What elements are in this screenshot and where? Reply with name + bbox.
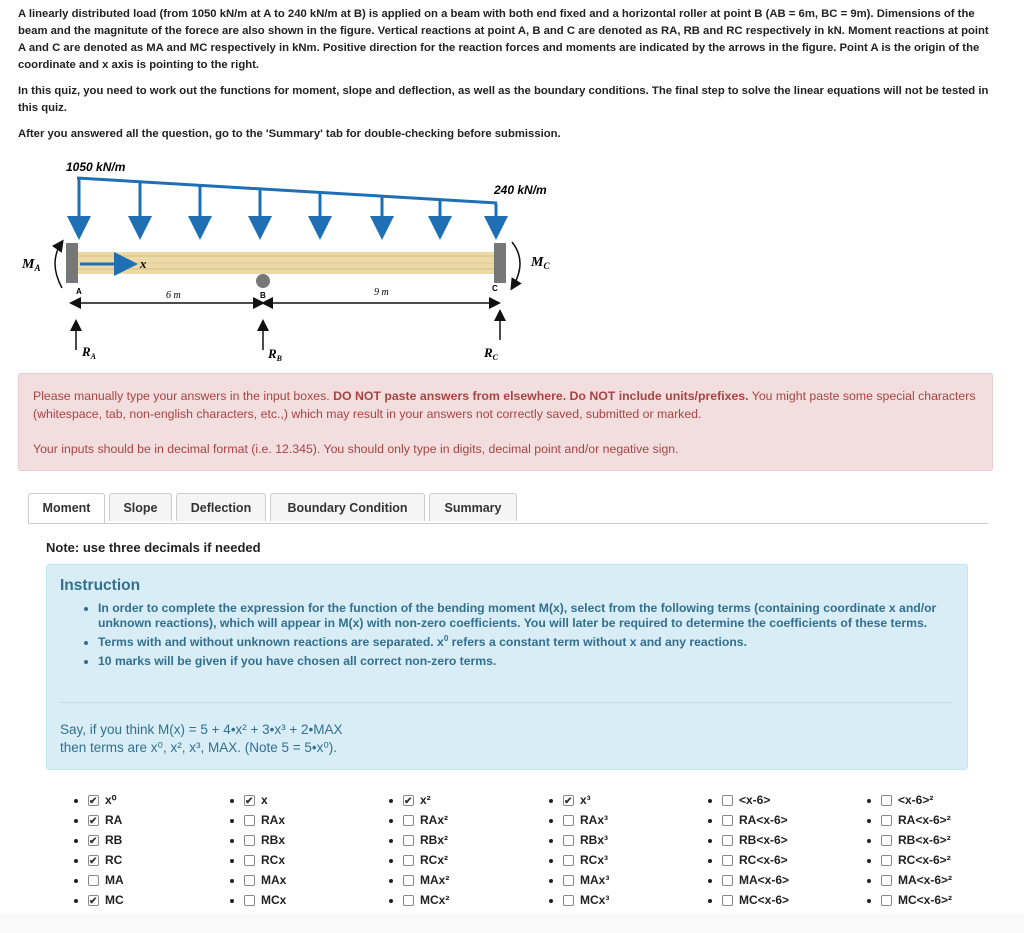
instruction-example <box>60 721 343 757</box>
note-text: Note: use three decimals if needed <box>46 540 261 555</box>
term-checkbox[interactable] <box>88 815 99 826</box>
term-label: x⁰ <box>105 793 117 807</box>
term-checkbox[interactable] <box>722 795 733 806</box>
point-a-label: A <box>76 287 82 296</box>
term-label: RCx² <box>420 853 449 867</box>
term-option <box>88 830 124 850</box>
roller-b <box>256 274 270 288</box>
term-option <box>244 890 286 910</box>
term-column-5 <box>692 790 789 910</box>
term-checkbox[interactable] <box>563 835 574 846</box>
term-label: RB <box>105 833 123 847</box>
term-option <box>403 830 449 850</box>
term-label: MC<x-6>² <box>898 893 953 907</box>
moment-arrow-a <box>55 242 62 288</box>
term-label: MAx² <box>420 873 450 887</box>
term-option <box>722 810 789 830</box>
instruction-bullet-3: • 10 marks will be given if you have chosen all correct non-zero terms. <box>98 654 956 669</box>
term-option <box>403 790 449 810</box>
term-option <box>881 790 952 810</box>
term-checkbox[interactable] <box>722 855 733 866</box>
term-option <box>722 850 789 870</box>
fixed-support-a <box>66 243 78 283</box>
term-label: MCx² <box>420 893 450 907</box>
term-checkbox[interactable] <box>403 895 414 906</box>
term-checkbox[interactable] <box>244 835 255 846</box>
term-label: RAx² <box>420 813 449 827</box>
tab-deflection[interactable]: Deflection <box>176 493 266 521</box>
term-option <box>244 810 286 830</box>
term-label: MC <box>105 893 124 907</box>
term-option <box>403 850 449 870</box>
tab-boundary-condition[interactable]: Boundary Condition <box>270 493 425 521</box>
term-label: MAx³ <box>580 873 610 887</box>
reaction-label-b: $R_B$ <box>268 346 283 363</box>
term-checkbox[interactable] <box>881 895 892 906</box>
term-option <box>88 850 124 870</box>
term-label: RBx² <box>420 833 449 847</box>
term-label: RBx³ <box>580 833 609 847</box>
term-label: RCx <box>261 853 286 867</box>
term-option <box>244 850 286 870</box>
term-checkbox[interactable] <box>881 815 892 826</box>
fixed-support-c <box>494 243 506 283</box>
term-checkbox[interactable] <box>88 875 99 886</box>
term-column-6 <box>851 790 952 910</box>
load-left-label: 1050 kN/m <box>66 160 126 174</box>
problem-paragraph-2: In this quiz, you need to work out the functions for moment, slope and deflection, as well as the boundary conditions. The final step to solve the linear equations will not be tested in this quiz. <box>18 85 989 114</box>
term-option <box>881 810 952 830</box>
term-label: MAx <box>261 873 287 887</box>
term-checkbox[interactable] <box>881 855 892 866</box>
term-option <box>722 870 789 890</box>
term-checkbox[interactable] <box>722 895 733 906</box>
term-label: RC <box>105 853 123 867</box>
term-checkbox[interactable] <box>722 835 733 846</box>
term-checkbox[interactable] <box>244 855 255 866</box>
term-label: RB<x-6> <box>739 833 788 847</box>
term-label: MCx <box>261 893 287 907</box>
term-label: RA<x-6> <box>739 813 788 827</box>
reaction-label-c: $R_C$ <box>484 345 499 362</box>
term-option <box>563 830 609 850</box>
example-line-2: then terms are x⁰, x², x³, MAX. (Note 5 = 5•x⁰). <box>60 740 338 755</box>
term-label: <x-6> <box>739 793 771 807</box>
term-checkbox[interactable] <box>722 815 733 826</box>
term-checkbox[interactable] <box>403 795 414 806</box>
term-label: <x-6>² <box>898 793 934 807</box>
moment-label-c: $M_C$ <box>531 255 550 271</box>
term-checkbox[interactable] <box>881 835 892 846</box>
term-checkbox[interactable] <box>722 875 733 886</box>
term-option <box>563 810 609 830</box>
tab-bar <box>28 493 988 524</box>
term-label: RC<x-6>² <box>898 853 951 867</box>
term-option <box>563 890 609 910</box>
term-label: RA<x-6>² <box>898 813 951 827</box>
term-checkbox[interactable] <box>403 815 414 826</box>
example-line-1: Say, if you think M(x) = 5 + 4•x² + 3•x³ + 2•MAX <box>60 722 343 737</box>
term-column-4 <box>533 790 609 910</box>
moment-arrow-c <box>512 242 520 288</box>
term-option <box>722 890 789 910</box>
instruction-title: Instruction <box>60 577 141 594</box>
term-label: RA <box>105 813 123 827</box>
distributed-load-arrows <box>79 179 496 234</box>
term-option <box>881 890 952 910</box>
term-label: MA<x-6> <box>739 873 790 887</box>
term-label: RCx³ <box>580 853 609 867</box>
term-checkbox[interactable] <box>88 835 99 846</box>
term-checkbox[interactable] <box>403 875 414 886</box>
term-checkbox[interactable] <box>563 815 574 826</box>
tab-moment[interactable]: Moment <box>28 493 105 523</box>
term-checkbox[interactable] <box>88 855 99 866</box>
term-column-2 <box>214 790 286 910</box>
dimension-bc: 9 m <box>374 287 389 298</box>
term-option <box>244 790 286 810</box>
term-option <box>88 890 124 910</box>
term-checkbox[interactable] <box>88 795 99 806</box>
term-label: x <box>261 793 268 807</box>
term-checkbox[interactable] <box>403 855 414 866</box>
term-label: RAx³ <box>580 813 609 827</box>
term-option <box>563 850 609 870</box>
term-label: MCx³ <box>580 893 610 907</box>
term-option <box>244 870 286 890</box>
instruction-bullet-1: • In order to complete the expression for the function of the bending moment M(x), select from the following terms (containing coordinate x and/or unknown reactions), which will appear in M(x) with non-zero coefficients. You will later be required to determine the coefficients of these terms. <box>98 601 956 631</box>
page-footer-strip <box>0 913 1024 933</box>
point-c-label: C <box>492 284 498 293</box>
term-option <box>88 790 124 810</box>
term-option <box>881 850 952 870</box>
alert-paragraph-2: Your inputs should be in decimal format (i.e. 12.345). You should only type in digits, decimal point and/or negative sign. <box>33 442 679 456</box>
tab-summary[interactable]: Summary <box>429 493 517 521</box>
term-option <box>244 830 286 850</box>
term-label: x² <box>420 793 431 807</box>
term-option <box>881 870 952 890</box>
term-option <box>403 890 449 910</box>
term-checkbox[interactable] <box>244 895 255 906</box>
term-checkbox[interactable] <box>244 795 255 806</box>
term-option <box>88 870 124 890</box>
term-column-3 <box>373 790 449 910</box>
term-checkbox[interactable] <box>244 875 255 886</box>
instruction-divider <box>60 702 953 703</box>
term-option <box>563 870 609 890</box>
term-option <box>403 810 449 830</box>
x-axis-label: x <box>140 256 147 271</box>
term-label: RAx <box>261 813 286 827</box>
term-checkbox[interactable] <box>563 795 574 806</box>
point-b-label: B <box>260 291 266 300</box>
term-checkbox[interactable] <box>403 835 414 846</box>
problem-paragraph-3: After you answered all the question, go to the 'Summary' tab for double-checking before submission. <box>18 128 561 140</box>
term-option <box>722 790 789 810</box>
problem-paragraph-1: A linearly distributed load (from 1050 kN/m at A to 240 kN/m at B) is applied on a beam with both end fixed and a horizontal roller at point B (AB = 6m, BC = 9m). Dimensions of the beam and the magnitute of the forece are also shown in the figure. Vertical reactions at point A, B and C are denoted as RA, RB and RC respectively in kN. Moment reactions at point A and C are denoted as MA and MC respectively in kNm. Positive direction for the reaction forces and moments are indicated by the arrows in the figure. Point A is the origin of the coordinate and x axis is pointing to the right. <box>18 8 989 71</box>
term-option <box>403 870 449 890</box>
term-column-1 <box>58 790 124 910</box>
term-checkbox[interactable] <box>244 815 255 826</box>
term-checkbox[interactable] <box>563 855 574 866</box>
term-checkbox[interactable] <box>563 875 574 886</box>
term-option <box>722 830 789 850</box>
moment-label-a: $M_A$ <box>22 257 41 273</box>
warning-alert <box>18 373 993 471</box>
reaction-label-a: $R_A$ <box>82 344 97 361</box>
dimension-ab: 6 m <box>166 290 181 301</box>
term-label: MA <box>105 873 124 887</box>
instruction-list <box>60 601 956 673</box>
problem-statement <box>18 6 993 152</box>
tab-slope[interactable]: Slope <box>109 493 172 521</box>
term-label: RBx <box>261 833 286 847</box>
term-label: RC<x-6> <box>739 853 788 867</box>
term-option <box>881 830 952 850</box>
term-label: x³ <box>580 793 591 807</box>
instruction-bullet-2: • Terms with and without unknown reactions are separated. $x^0$ refers a constant term without x and any reactions. <box>98 635 956 650</box>
term-label: RB<x-6>² <box>898 833 951 847</box>
term-label: MC<x-6> <box>739 893 790 907</box>
term-option <box>88 810 124 830</box>
term-checkbox[interactable] <box>881 795 892 806</box>
term-label: MA<x-6>² <box>898 873 953 887</box>
beam-figure <box>0 150 600 372</box>
term-checkbox[interactable] <box>88 895 99 906</box>
term-option <box>563 790 609 810</box>
instruction-panel <box>46 564 968 770</box>
term-checkbox[interactable] <box>563 895 574 906</box>
load-right-label: 240 kN/m <box>494 183 547 197</box>
term-checkbox[interactable] <box>881 875 892 886</box>
alert-paragraph-1: Please manually type your answers in the input boxes. DO NOT paste answers from elsewhere. Do NOT include units/prefixes. You might paste some special characters (whitespace, tab, non-english characters, etc.,) which may result in your answers not correctly saved, submitted or marked. <box>33 389 976 421</box>
